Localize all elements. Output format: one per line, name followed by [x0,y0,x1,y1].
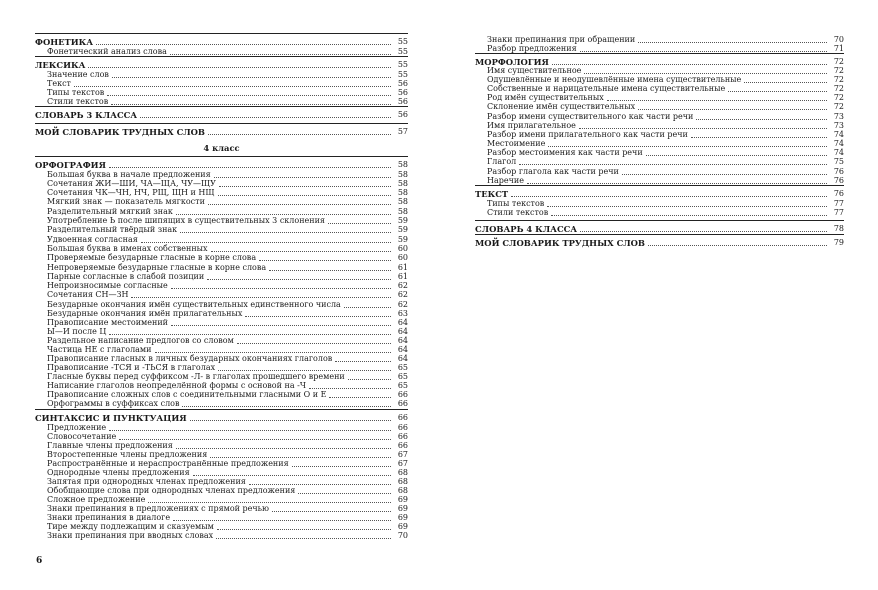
toc-entry-title: Собственные и нарицательные имена существительные [487,84,726,93]
toc-entry-title: СЛОВАРЬ 4 КЛАССА [475,224,578,234]
toc-entry-title: Разбор имени существительного как части речи [487,112,694,121]
toc-page-number: 75 [833,157,844,166]
dot-leader [580,231,827,232]
dot-leader [216,538,391,539]
dot-leader [111,104,391,105]
toc-page-number: 58 [397,197,408,206]
toc-entry-title: Второстепенные члены предложения [47,450,208,459]
toc-entry-title: Безударные окончания имён прилагательных [47,309,243,318]
toc-page-number: 62 [397,290,408,299]
toc-page-number: 64 [397,345,408,354]
toc-entry-title: Стили текстов [487,208,549,217]
toc-entry-title: Знаки препинания при вводных словах [47,531,214,540]
toc-page-number: 55 [397,70,408,79]
toc-entry-title: ОРФОГРАФИЯ [35,160,106,170]
toc-page-number: 76 [833,167,844,176]
toc-entry-title: МОЙ СЛОВАРИК ТРУДНЫХ СЛОВ [475,238,646,248]
section-rule [35,56,408,57]
toc-page-number: 73 [833,112,844,121]
toc-page-number: 72 [833,66,844,75]
dot-leader [182,406,391,407]
toc-page-number: 78 [833,224,844,233]
toc-entry-row[interactable] [475,206,844,218]
dot-leader [580,51,827,52]
toc-page-number: 70 [397,531,408,540]
toc-entry-title: Правописание -ТСЯ и -ТЬСЯ в глаголах [47,363,216,372]
toc-page-number: 60 [397,244,408,253]
toc-entry-title: Запятая при однородных членах предложения [47,477,246,486]
toc-page-number: 68 [397,486,408,495]
toc-page-number: 64 [397,354,408,363]
toc-entry-title: Мягкий знак — показатель мягкости [47,197,205,206]
toc-page-number: 77 [833,208,844,217]
toc-entry-title: Типы текстов [487,199,545,208]
toc-page-number: 55 [397,37,408,46]
section-rule [35,106,408,107]
toc-entry-title: Разбор глагола как части речи [487,167,619,176]
toc-entry-title: Распространённые и нераспространённые предложения [47,459,289,468]
toc-page-number: 59 [397,235,408,244]
toc-section-row[interactable] [35,108,408,120]
toc-page-number: 66 [397,432,408,441]
toc-entry-title: Знаки препинания в диалоге [47,513,171,522]
section-rule [475,234,844,235]
toc-entry-title: Наречие [487,176,524,185]
toc-entry-title: Частица НЕ с глаголами [47,345,152,354]
toc-section-row[interactable] [475,222,844,234]
toc-entry-title: Орфограммы в суффиксах слов [47,399,180,408]
toc-page-number: 62 [397,281,408,290]
toc-entry-title: Разбор предложения [487,44,577,53]
toc-entry-title: Имя существительное [487,66,582,75]
toc-entry-title: Употребление Ь после шипящих в существительных 3 склонения [47,216,325,225]
toc-entry-title: Фонетический анализ слова [47,47,167,56]
toc-page-number: 58 [397,207,408,216]
toc-page-number: 68 [397,468,408,477]
toc-entry-title: Однородные члены предложения [47,468,190,477]
toc-page-number: 79 [833,238,844,247]
toc-entry-title: Разделительный твёрдый знак [47,225,178,234]
toc-entry-title: Разбор местоимения как части речи [487,148,643,157]
toc-entry-title: МОЙ СЛОВАРИК ТРУДНЫХ СЛОВ [35,127,206,137]
toc-entry-title: Раздельное написание предлогов со словом [47,336,234,345]
section-rule [475,53,844,54]
dot-leader [140,117,391,118]
toc-entry-title: Одушевлённые и неодушевлённые имена существительные [487,75,742,84]
toc-page-number: 73 [833,121,844,130]
toc-entry-title: Значение слов [47,70,109,79]
toc-entry-title: Непроизносимые согласные [47,281,168,290]
toc-entry-title: Обобщающие слова при однородных членах предложения [47,486,296,495]
toc-entry-title: Ы—И после Ц [47,327,107,336]
toc-page-number: 64 [397,336,408,345]
toc-entry-title: Удвоенная согласная [47,235,138,244]
toc-entry-title: Правописание сложных слов с соединительными гласными О и Е [47,390,327,399]
section-rule [475,220,844,221]
toc-entry-title: Непроверяемые безударные гласные в корне слова [47,263,267,272]
toc-entry-title: Безударные окончания имён существительных единственного числа [47,300,341,309]
toc-page-number: 66 [397,441,408,450]
toc-entry-title: Знаки препинания при обращении [487,35,636,44]
toc-entry-row[interactable] [35,397,408,409]
toc-page-number: 74 [833,148,844,157]
toc-entry-title: СЛОВАРЬ 3 КЛАССА [35,110,138,120]
toc-page-number: 56 [397,79,408,88]
toc-page-number: 59 [397,216,408,225]
dot-leader [527,183,827,184]
toc-page-number: 61 [397,272,408,281]
toc-page-number: 66 [397,390,408,399]
toc-entry-title: Сочетания ЧК—ЧН, НЧ, РЩ, ЩН и НЩ [47,188,215,197]
toc-page-number: 65 [397,381,408,390]
toc-entry-title: Склонение имён существительных [487,102,636,111]
section-rule [35,123,408,124]
toc-page-number: 66 [397,413,408,422]
toc-page-number: 72 [833,93,844,102]
toc-entry-title: Разделительный мягкий знак [47,207,173,216]
toc-entry-title: Главные члены предложения [47,441,173,450]
toc-entry-title: Правописание гласных в личных безударных окончаниях глаголов [47,354,333,363]
toc-page-number: 69 [397,522,408,531]
toc-entry-title: Большая буква в начале предложения [47,170,211,179]
toc-entry-title: ЛЕКСИКА [35,60,86,70]
toc-page-number: 56 [397,97,408,106]
toc-page-number: 58 [397,160,408,169]
toc-page-number: 72 [833,57,844,66]
toc-entry-title: МОРФОЛОГИЯ [475,57,549,67]
toc-page-number: 56 [397,110,408,119]
toc-page-number: 69 [397,495,408,504]
toc-page-number: 66 [397,399,408,408]
section-rule [35,156,408,157]
dot-leader [208,134,391,135]
toc-entry-title: Сочетания ЖИ—ШИ, ЧА—ЩА, ЧУ—ЩУ [47,179,216,188]
toc-page-number: 74 [833,139,844,148]
toc-entry-title: Стили текстов [47,97,109,106]
dot-leader [551,215,827,216]
toc-page-number: 61 [397,263,408,272]
toc-entry-title: Большая буква в именах собственных [47,244,208,253]
toc-entry-title: Сложное предложение [47,495,146,504]
section-rule [475,185,844,186]
page-number: 6 [36,556,43,566]
toc-page-number: 72 [833,102,844,111]
toc-page-number: 67 [397,459,408,468]
toc-page-number: 69 [397,513,408,522]
toc-page-number: 58 [397,179,408,188]
toc-page-number: 68 [397,477,408,486]
toc-page-number: 77 [833,199,844,208]
toc-section-row[interactable] [35,125,408,137]
toc-entry-title: Парные согласные в слабой позиции [47,272,205,281]
toc-entry-title: ТЕКСТ [475,189,509,199]
toc-page-number: 55 [397,47,408,56]
toc-page-number: 76 [833,176,844,185]
toc-entry-title: Текст [47,79,71,88]
toc-entry-title: Знаки препинания в предложениях с прямой речью [47,504,269,513]
dot-leader [170,54,391,55]
grade-4-heading: 4 класс [203,143,240,153]
toc-page-number: 55 [397,60,408,69]
toc-entry-title: Местоимение [487,139,546,148]
section-rule [35,33,408,34]
toc-entry-title: Гласные буквы перед суффиксом -Л- в глаголах прошедшего времени [47,372,345,381]
section-rule [35,409,408,410]
toc-page-number: 65 [397,363,408,372]
toc-page-number: 76 [833,189,844,198]
toc-page-number: 58 [397,188,408,197]
toc-entry-title: Типы текстов [47,88,105,97]
toc-page-number: 66 [397,423,408,432]
dot-leader [648,245,827,246]
toc-page-number: 65 [397,372,408,381]
toc-entry-title: ФОНЕТИКА [35,37,94,47]
toc-page-number: 70 [833,35,844,44]
toc-entry-title: Правописание местоимений [47,318,169,327]
toc-entry-row[interactable] [35,529,408,541]
toc-page-number: 58 [397,170,408,179]
toc-entry-title: Предложение [47,423,107,432]
toc-entry-title: Разбор имени прилагательного как части речи [487,130,688,139]
toc-page-number: 60 [397,253,408,262]
toc-page-number: 72 [833,84,844,93]
toc-entry-title: Глагол [487,157,517,166]
toc-page-number: 74 [833,130,844,139]
toc-page-number: 71 [833,44,844,53]
toc-entry-title: Род имён существительных [487,93,604,102]
toc-entry-title: Словосочетание [47,432,117,441]
toc-section-row[interactable] [475,236,844,248]
toc-page-number: 59 [397,225,408,234]
toc-page-number: 67 [397,450,408,459]
toc-entry-title: СИНТАКСИС И ПУНКТУАЦИЯ [35,413,187,423]
toc-entry-title: Написание глаголов неопределённой формы с основой на -Ч [47,381,307,390]
toc-page-number: 57 [397,127,408,136]
toc-entry-title: Имя прилагательное [487,121,576,130]
toc-page-number: 69 [397,504,408,513]
toc-page-number: 72 [833,75,844,84]
toc-page-number: 64 [397,318,408,327]
toc-page-number: 64 [397,327,408,336]
toc-page-number: 56 [397,88,408,97]
toc-page-number: 63 [397,309,408,318]
toc-page-number: 62 [397,300,408,309]
toc-entry-title: Сочетания СН—ЗН [47,290,129,299]
toc-entry-title: Проверяемые безударные гласные в корне слова [47,253,257,262]
toc-entry-title: Тире между подлежащим и сказуемым [47,522,214,531]
